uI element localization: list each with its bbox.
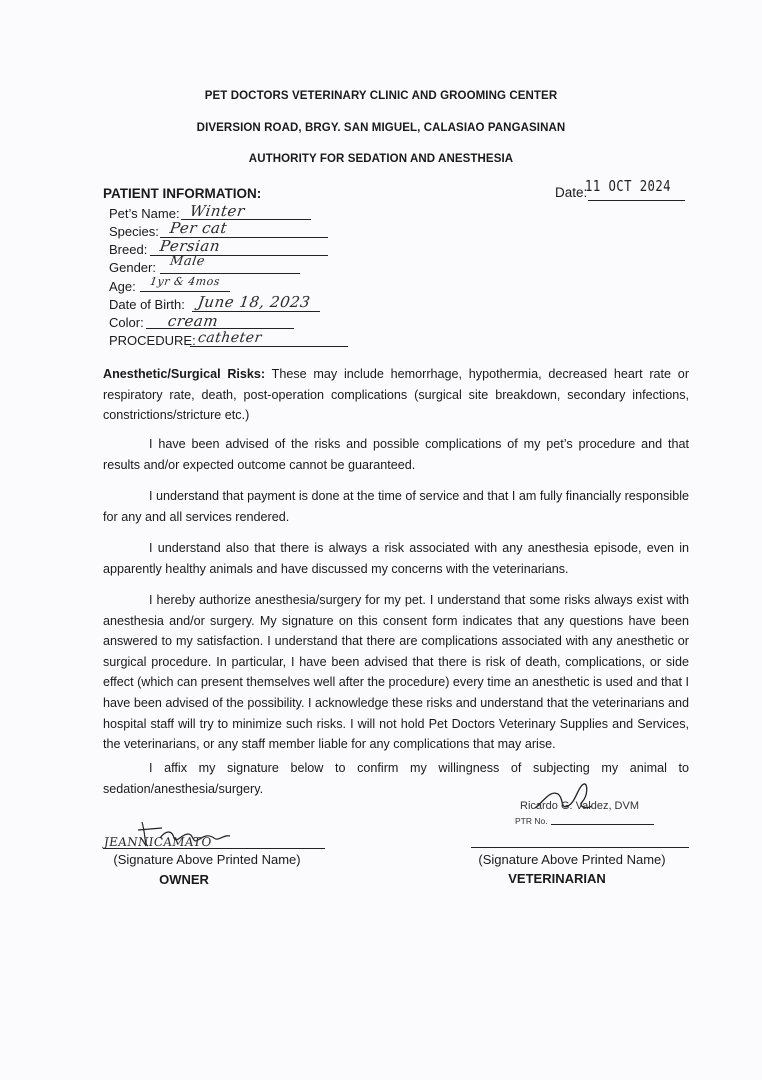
clinic-name: PET DOCTORS VETERINARY CLINIC AND GROOMING CENTER	[204, 90, 558, 102]
owner-printed-name: JEANNICAMATO	[103, 835, 213, 849]
ptr-line	[551, 824, 654, 825]
age-value: 1yr & 4mos	[149, 275, 221, 288]
vet-role: VETERINARIAN	[508, 871, 606, 886]
paragraph-text: I understand also that there is always a risk associated with any anesthesia episode, even in apparently healthy animals and have discussed my concerns with the veterinarians.	[103, 541, 689, 576]
clinic-address: DIVERSION ROAD, BRGY. SAN MIGUEL, CALASIAO PANGASINAN	[196, 122, 566, 134]
species-label: Species:	[109, 224, 159, 239]
paragraph-text: I hereby authorize anesthesia/surgery for my pet. I understand that some risks always exist with anesthesia and/or surgery. My signature on this consent form indicates that any questions have been answered to my satisfaction. I understand that there are complications associated with any anesthetic or surgical procedure. In particular, I have been advised that there is risk of death, complications, or side effect (which can present themselves well after the procedure) every time an anesthetic is used and that I have been advised of the possibility. I acknowledge these risks and understand that the veterinarians and hospital staff will try to minimize such risks. I will not hold Pet Doctors Veterinary Supplies and Services, the veterinarians, or any staff member liable for any complications that may arise.	[103, 593, 689, 752]
form-title: AUTHORITY FOR SEDATION AND ANESTHESIA	[248, 153, 514, 165]
vet-signature-caption: (Signature Above Printed Name)	[478, 852, 666, 867]
dob-label: Date of Birth:	[109, 297, 185, 312]
date-label: Date:	[555, 185, 588, 200]
procedure-label: PROCEDURE:	[109, 333, 196, 348]
patient-info-title: PATIENT INFORMATION:	[103, 186, 262, 201]
paragraph-text: I affix my signature below to confirm my willingness of subjecting my animal to sedation/anesthesia/surgery.	[103, 761, 689, 796]
owner-role: OWNER	[159, 872, 209, 887]
risks-paragraph	[103, 364, 689, 426]
paragraph-text: I understand that payment is done at the time of service and that I am fully financially responsible for any and all services rendered.	[103, 489, 689, 524]
date-value: 11 OCT 2024	[585, 177, 671, 195]
paragraph-payment	[103, 486, 689, 527]
paragraph-text: I have been advised of the risks and possible complications of my pet’s procedure and that results and/or expected outcome cannot be guaranteed.	[103, 437, 689, 472]
gender-value: Male	[168, 254, 206, 269]
paragraph-authorization	[103, 590, 689, 755]
procedure-line	[190, 346, 348, 347]
breed-label: Breed:	[109, 242, 148, 257]
species-value: Per cat	[168, 219, 229, 237]
pet-name-label: Pet’s Name:	[109, 206, 180, 221]
paragraph-advised	[103, 434, 689, 475]
paragraph-anesthesia-risk	[103, 538, 689, 579]
color-label: Color:	[109, 315, 144, 330]
owner-signature-caption: (Signature Above Printed Name)	[113, 852, 301, 867]
gender-line	[160, 273, 300, 274]
vet-signature-line	[471, 847, 689, 848]
color-value: cream	[166, 312, 220, 330]
procedure-value: catheter	[196, 330, 263, 346]
date-line	[588, 200, 685, 201]
gender-label: Gender:	[109, 260, 156, 275]
breed-value: Persian	[158, 237, 222, 255]
risks-text: These may include hemorrhage, hypothermia, decreased heart rate or respiratory rate, death, post-operation complications (surgical site breakdown, secondary infections, constrictions/stricture etc.)	[103, 367, 690, 423]
risks-heading: Anesthetic/Surgical Risks:	[103, 367, 266, 381]
pet-name-value: Winter	[188, 202, 246, 220]
ptr-label: PTR No.	[515, 816, 548, 826]
owner-signature-line	[103, 848, 325, 849]
dob-value: June 18, 2023	[196, 293, 312, 311]
age-label: Age:	[109, 279, 136, 294]
vet-name: Ricardo G. Valdez, DVM	[520, 800, 640, 812]
age-line	[140, 291, 230, 292]
